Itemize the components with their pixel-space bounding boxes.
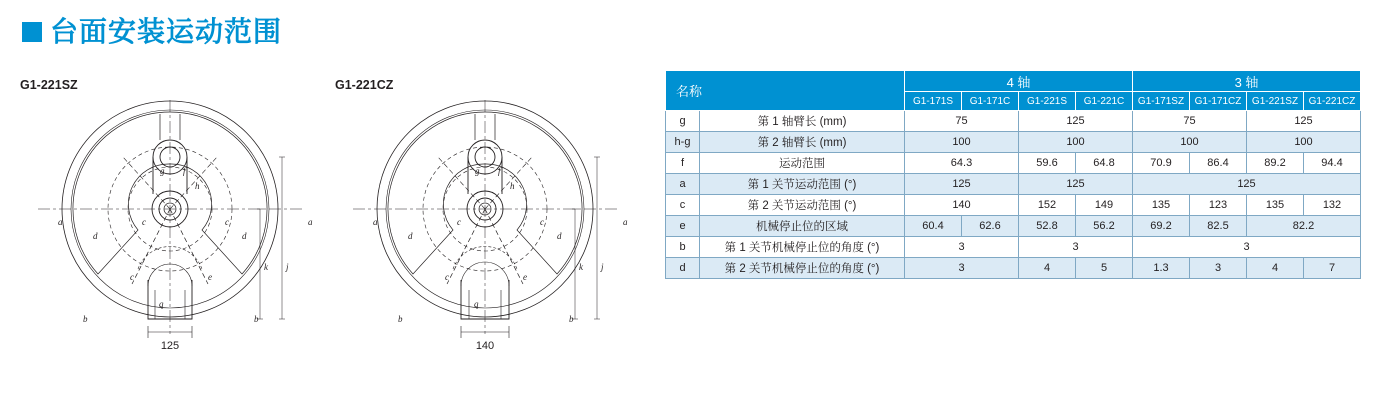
svg-text:j: j [601,262,604,272]
svg-text:c: c [225,217,229,227]
row-value: 62.6 [962,216,1019,237]
row-key: c [666,195,700,216]
svg-text:a: a [308,217,313,227]
row-description: 运动范围 [700,153,905,174]
motion-range-drawing [335,94,635,349]
row-value: 100 [1133,132,1247,153]
diagram-dimension-value: 125 [160,340,180,349]
row-value: 94.4 [1304,153,1361,174]
row-value: 86.4 [1190,153,1247,174]
table-header [666,71,1361,111]
row-value: 3 [905,258,1019,279]
row-value: 132 [1304,195,1361,216]
row-value: 149 [1076,195,1133,216]
svg-text:b: b [83,314,88,324]
svg-text:q: q [159,299,164,309]
svg-text:e: e [523,272,527,282]
header-model-2: G1-221S [1019,92,1076,111]
row-value: 100 [905,132,1019,153]
row-description: 第 1 关节机械停止位的角度 (°) [700,237,905,258]
row-value: 152 [1019,195,1076,216]
row-value: 100 [1019,132,1133,153]
row-value: 4 [1019,258,1076,279]
row-key: d [666,258,700,279]
table-body [666,111,1361,279]
svg-text:h: h [195,181,200,191]
svg-text:j: j [286,262,289,272]
row-value: 1.3 [1133,258,1190,279]
header-model-0: G1-171S [905,92,962,111]
header-name: 名称 [666,71,905,111]
row-value: 125 [1133,174,1361,195]
row-value: 59.6 [1019,153,1076,174]
table-header-row-groups [666,71,1361,92]
svg-text:a: a [623,217,628,227]
svg-text:k: k [579,262,583,272]
row-key: e [666,216,700,237]
svg-text:b: b [398,314,403,324]
row-key: b [666,237,700,258]
motion-range-drawing [20,94,320,349]
svg-text:c: c [457,217,461,227]
header-model-7: G1-221CZ [1304,92,1361,111]
row-description: 机械停止位的区域 [700,216,905,237]
svg-text:b: b [254,314,259,324]
row-key: a [666,174,700,195]
row-value: 56.2 [1076,216,1133,237]
row-value: 82.5 [1190,216,1247,237]
svg-text:a: a [373,217,378,227]
row-description: 第 1 关节运动范围 (°) [700,174,905,195]
row-value: 89.2 [1247,153,1304,174]
svg-text:c: c [142,217,146,227]
row-description: 第 2 关节机械停止位的角度 (°) [700,258,905,279]
svg-text:d: d [93,231,98,241]
row-value: 75 [1133,111,1247,132]
svg-text:k: k [264,262,268,272]
row-key: h-g [666,132,700,153]
diagram-g1-221cz [335,78,635,349]
svg-text:f: f [498,166,501,176]
diagram-g1-221sz [20,78,320,349]
svg-text:g: g [475,166,480,176]
row-value: 7 [1304,258,1361,279]
svg-text:c: c [445,272,449,282]
svg-text:g: g [160,166,165,176]
svg-text:c: c [540,217,544,227]
svg-text:d: d [242,231,247,241]
header-group-4axis: 4 轴 [905,71,1133,92]
page-title [22,18,282,46]
svg-text:d: d [408,231,413,241]
header-model-6: G1-221SZ [1247,92,1304,111]
row-value: 3 [1019,237,1133,258]
table-row [666,195,1361,216]
svg-text:e: e [208,272,212,282]
header-model-5: G1-171CZ [1190,92,1247,111]
row-value: 3 [1133,237,1361,258]
row-value: 69.2 [1133,216,1190,237]
row-value: 125 [1247,111,1361,132]
row-value: 100 [1247,132,1361,153]
row-value: 3 [1190,258,1247,279]
row-value: 70.9 [1133,153,1190,174]
specification-table-container [665,70,1361,279]
row-description: 第 1 轴臂长 (mm) [700,111,905,132]
row-description: 第 2 关节运动范围 (°) [700,195,905,216]
header-model-1: G1-171C [962,92,1019,111]
svg-text:h: h [510,181,515,191]
row-key: f [666,153,700,174]
row-value: 140 [905,195,1019,216]
svg-text:c: c [130,272,134,282]
diagram-dimension-value: 140 [475,340,495,349]
row-value: 123 [1190,195,1247,216]
row-value: 75 [905,111,1019,132]
svg-text:q: q [474,299,479,309]
svg-text:b: b [569,314,574,324]
row-value: 125 [1019,174,1133,195]
table-row [666,258,1361,279]
table-row [666,237,1361,258]
svg-text:d: d [557,231,562,241]
diagram-model-label: G1-221CZ [335,78,394,92]
row-value: 52.8 [1019,216,1076,237]
row-value: 135 [1247,195,1304,216]
svg-text:a: a [58,217,63,227]
row-value: 135 [1133,195,1190,216]
table-row [666,174,1361,195]
header-model-4: G1-171SZ [1133,92,1190,111]
header-model-3: G1-221C [1076,92,1133,111]
row-value: 3 [905,237,1019,258]
table-row [666,111,1361,132]
row-value: 5 [1076,258,1133,279]
row-value: 64.3 [905,153,1019,174]
row-description: 第 2 轴臂长 (mm) [700,132,905,153]
row-value: 82.2 [1247,216,1361,237]
row-value: 60.4 [905,216,962,237]
row-value: 4 [1247,258,1304,279]
table-row [666,216,1361,237]
specification-table [665,70,1361,279]
table-row [666,153,1361,174]
bullet-square-icon [22,22,42,42]
table-row [666,132,1361,153]
header-group-3axis: 3 轴 [1133,71,1361,92]
row-value: 125 [1019,111,1133,132]
svg-text:f: f [183,166,186,176]
row-key: g [666,111,700,132]
row-value: 64.8 [1076,153,1133,174]
page-title-text: 台面安装运动范围 [50,16,283,47]
row-value: 125 [905,174,1019,195]
diagram-model-label: G1-221SZ [20,78,78,92]
